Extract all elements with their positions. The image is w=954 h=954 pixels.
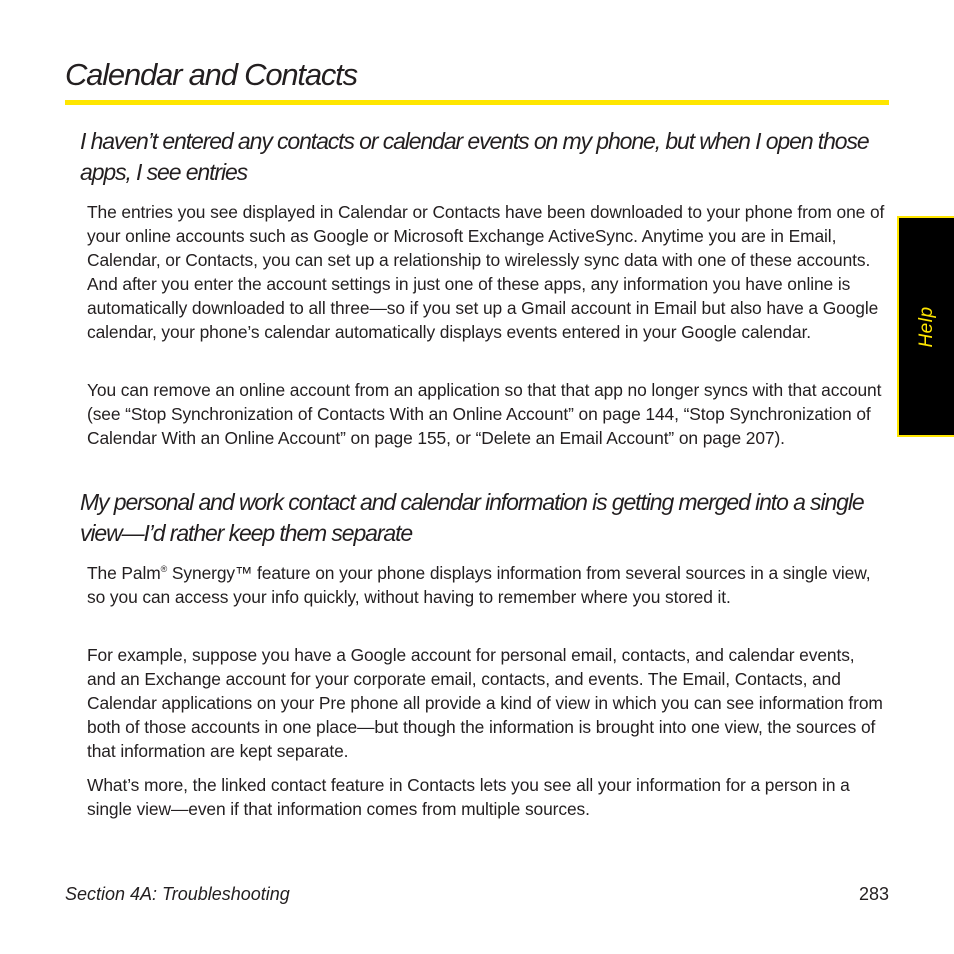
footer-page-number: 283 xyxy=(858,884,889,904)
synergy-text-rest: Synergy™ feature on your phone displays information from several sources in a single view, so you can access your info quickly, without having to remember where you stored it. xyxy=(87,563,871,607)
paragraph-example-accounts: For example, suppose you have a Google account for personal email, contacts, and calendar events, and an Exchange account for your corporate email, contacts, and events. The Email, Contacts, and Calendar applications on your Pre phone all provide a kind of view in which you can see information from both of those accounts in one place—but though the information is brought into one view, the sources of that information are kept separate. xyxy=(87,645,883,761)
title-rule xyxy=(65,100,889,105)
paragraph-linked-contacts: What’s more, the linked contact feature in Contacts lets you see all your information for a person in a single view—even if that information comes from multiple sources. xyxy=(87,775,850,819)
footer-section-label: Section 4A: Troubleshooting xyxy=(65,884,290,904)
section-heading-unexpected-entries: I haven’t entered any contacts or calendar events on my phone, but when I open those apps, I see entries xyxy=(80,128,869,185)
paragraph-downloaded-entries: The entries you see displayed in Calendar or Contacts have been downloaded to your phone from one of your online accounts such as Google or Microsoft Exchange ActiveSync. Anytime you are in Email, Calendar, or Contacts, you can set up a relationship to wirelessly sync data with one of these accounts. And after you enter the account settings in just one of these apps, any information you have online is automatically downloaded to all three—so if you set up a Gmail account in Email but also have a Google calendar, your phone’s calendar automatically displays events entered in your Google calendar. xyxy=(87,202,885,342)
help-tab xyxy=(897,216,954,437)
paragraph-remove-account: You can remove an online account from an application so that that app no longer syncs with that account (see “Stop Synchronization of Contacts With an Online Account” on page 144, “Stop Synchronization of Calendar With an Online Account” on page 155, or “Delete an Email Account” on page 207). xyxy=(87,380,882,448)
page-title: Calendar and Contacts xyxy=(65,57,357,92)
synergy-text-start: The Palm xyxy=(87,563,161,583)
paragraph-synergy xyxy=(87,561,887,609)
help-tab-label: Help xyxy=(915,305,937,348)
registered-mark: ® xyxy=(160,564,168,574)
section-heading-merged-view: My personal and work contact and calendar information is getting merged into a single view—I’d rather keep them separate xyxy=(80,489,864,546)
